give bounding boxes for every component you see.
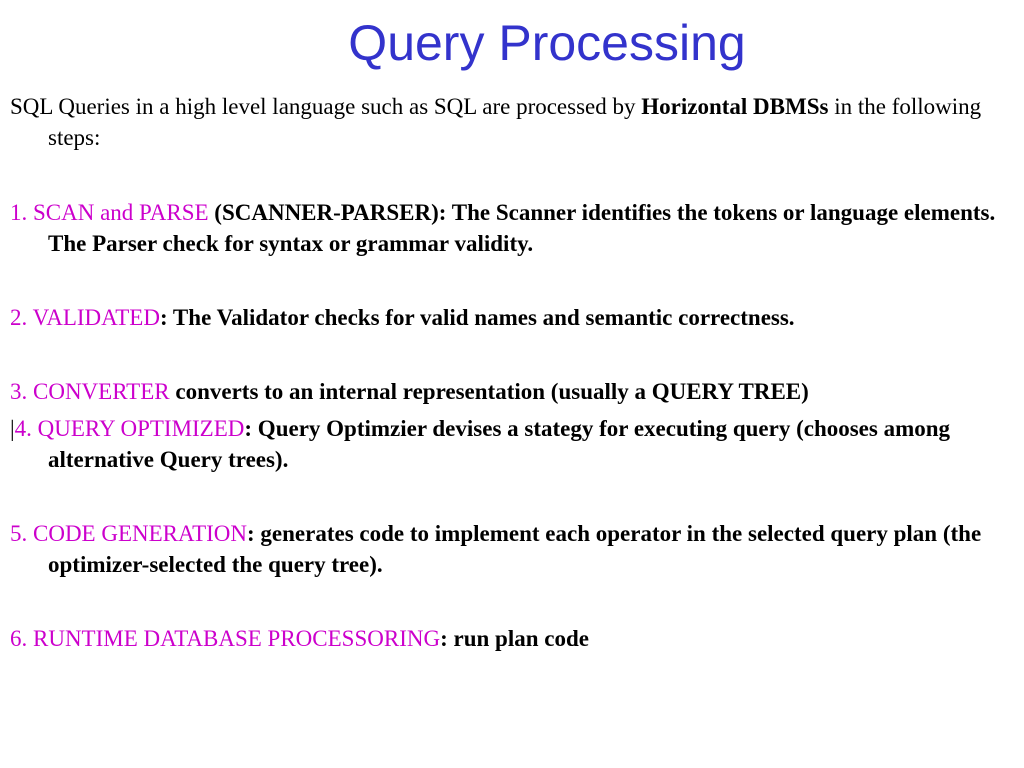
step-3-text: converts to an internal representation (usually a QUERY TREE)	[169, 379, 809, 404]
intro-text-before: SQL Queries in a high level language such as SQL are processed by	[10, 94, 642, 119]
slide-title: Query Processing	[348, 15, 746, 71]
step-5	[10, 518, 1014, 580]
step-4-text: : Query Optimzier devises a stategy for executing query (chooses among alternative Query trees).	[48, 416, 951, 472]
step-4	[10, 413, 1014, 475]
step-2-label: 2. VALIDATED	[10, 305, 160, 330]
step-4-prefix: |	[10, 416, 15, 441]
step-5-text: : generates code to implement each operator in the selected query plan (the optimizer-selected the query tree).	[48, 521, 982, 577]
step-6	[10, 623, 1014, 654]
step-4-label: 4. QUERY OPTIMIZED	[14, 416, 245, 441]
step-6-text: : run plan code	[440, 626, 589, 651]
intro-paragraph	[10, 91, 1014, 153]
step-1-text: (SCANNER-PARSER): The Scanner identifies the tokens or language elements. The Parser check for syntax or grammar validity.	[48, 200, 996, 256]
step-5-label: 5. CODE GENERATION	[10, 521, 248, 546]
step-1-label: 1. SCAN and PARSE	[10, 200, 209, 225]
step-2	[10, 302, 1014, 333]
intro-bold-text: Horizontal DBMSs	[641, 94, 829, 119]
slide-body	[10, 91, 1014, 654]
step-1	[10, 197, 1014, 259]
intro-text-after: in the following steps:	[48, 94, 982, 150]
step-3-label: 3. CONVERTER	[10, 379, 170, 404]
step-6-label: 6. RUNTIME DATABASE PROCESSORING	[10, 626, 441, 651]
step-3	[10, 376, 1014, 407]
step-2-text: : The Validator checks for valid names and semantic correctness.	[159, 305, 795, 330]
